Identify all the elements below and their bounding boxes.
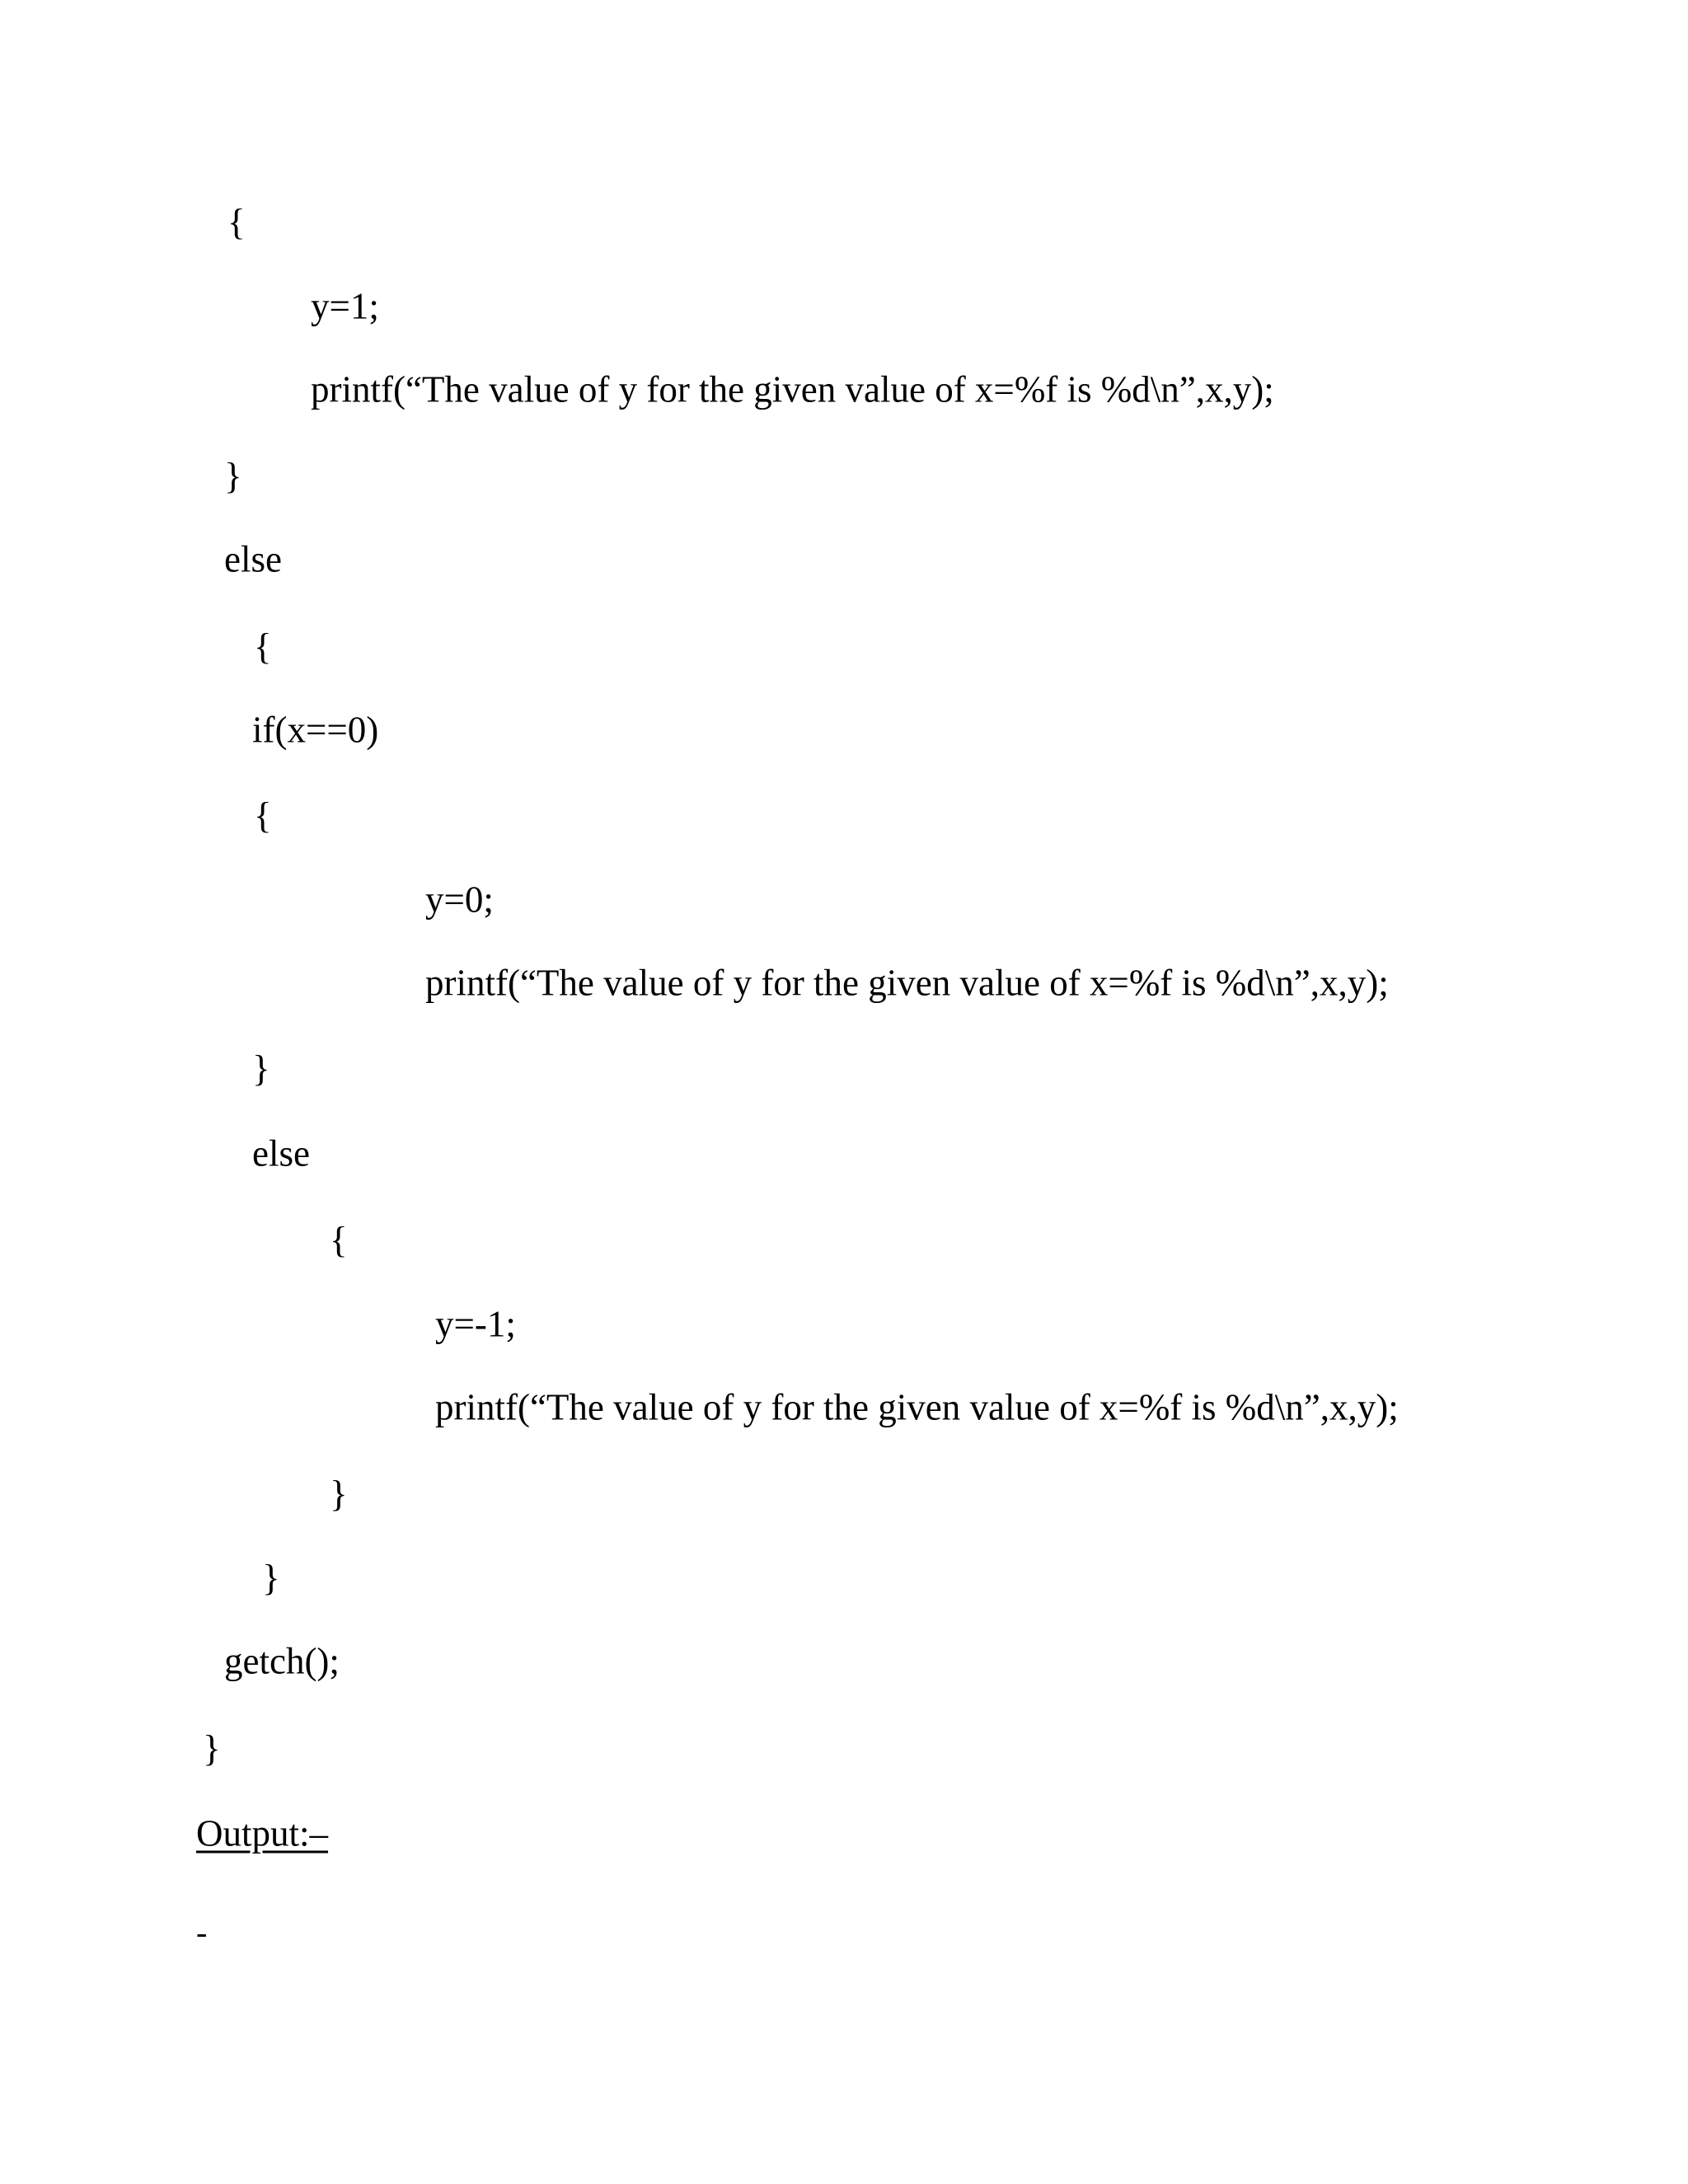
code-line: else xyxy=(224,538,282,580)
output-heading: Output:– xyxy=(196,1812,329,1854)
code-line: } xyxy=(252,1047,270,1090)
code-line: } xyxy=(330,1473,348,1515)
code-line: } xyxy=(203,1727,221,1769)
code-line: printf(“The value of y for the given value of x=%f is %d\n”,x,y); xyxy=(435,1386,1399,1428)
code-line: } xyxy=(262,1557,280,1599)
code-line: y=1; xyxy=(311,285,379,327)
trailing-mark: - xyxy=(196,1914,208,1951)
code-line: { xyxy=(227,201,246,243)
code-line: y=-1; xyxy=(435,1303,516,1345)
code-line: y=0; xyxy=(425,879,494,921)
code-line: if(x==0) xyxy=(252,709,379,751)
code-line: else xyxy=(252,1132,310,1174)
code-line: getch(); xyxy=(224,1640,340,1682)
code-line: { xyxy=(254,794,272,837)
code-line: printf(“The value of y for the given value of x=%f is %d\n”,x,y); xyxy=(425,962,1389,1004)
code-line: { xyxy=(330,1219,348,1261)
code-line: { xyxy=(254,626,272,668)
code-line: } xyxy=(224,455,242,497)
code-line: printf(“The value of y for the given value of x=%f is %d\n”,x,y); xyxy=(311,368,1274,410)
